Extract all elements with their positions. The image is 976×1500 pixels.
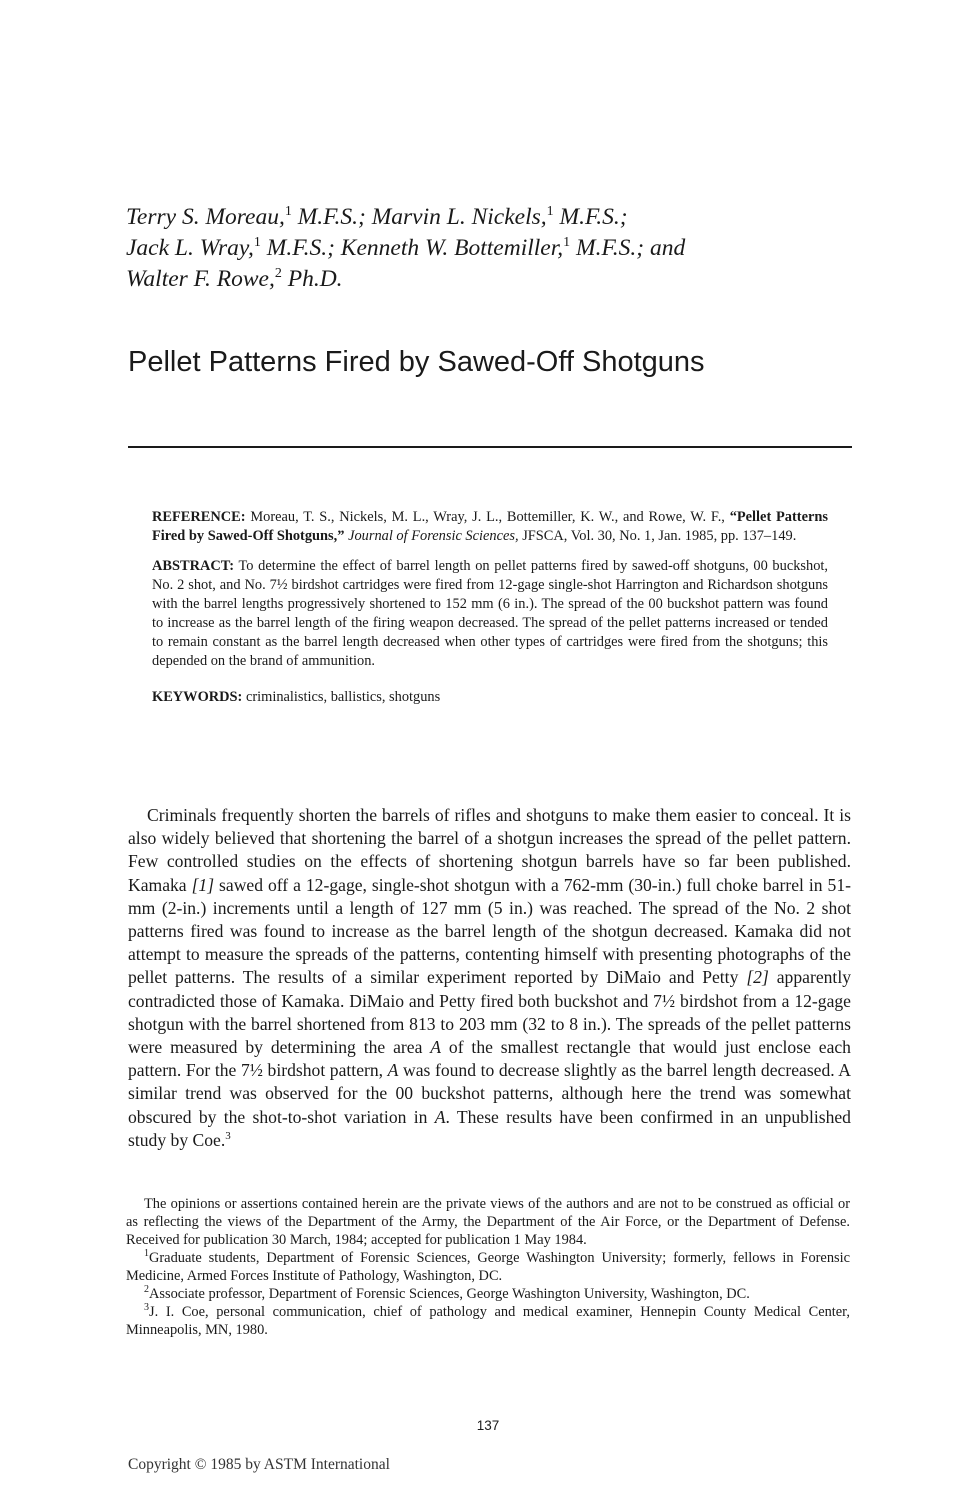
footnote-mark: 3 bbox=[225, 1129, 231, 1142]
text-run: was found to decrease slightly as the barrel length decreased. A similar trend was observed for the 00 buckshot patterns, although here the trend was somewhat obscured by the shot-to-shot variation in bbox=[128, 1060, 851, 1127]
reference-details: JFSCA, Vol. 30, No. 1, Jan. 1985, pp. 137–149. bbox=[522, 528, 797, 544]
footnote bbox=[126, 1249, 850, 1285]
author-name: Jack L. Wray, bbox=[126, 235, 254, 261]
reference-authors: Moreau, T. S., Nickels, M. L., Wray, J. L., Bottemiller, K. W., and Rowe, W. F., bbox=[250, 509, 725, 525]
author-name: Marvin L. Nickels, bbox=[371, 204, 547, 230]
footnote-text: J. I. Coe, personal communication, chief of pathology and medical examiner, Hennepin County Medical Center, Minneapolis, MN, 1980. bbox=[126, 1304, 850, 1338]
abstract-paragraph bbox=[152, 557, 828, 671]
abstract-text: To determine the effect of barrel length on pellet patterns fired by sawed-off shotguns, 00 buckshot, No. 2 shot, and No. 7½ birdshot cartridges were fired from 12-gage single-shot Harrington and Richardson shotguns with the barrel lengths progressively shortened to 152 mm (6 in.). The spread of the 00 buckshot pattern was found to increase as the barrel length of the firing weapon decreased. The spread of the pellet patterns increased or tended to remain constant as the barrel length decreased when other types of cartridges were fired from the shotguns; this depended on the brand of ammunition. bbox=[152, 558, 828, 669]
body-text bbox=[128, 804, 851, 1152]
page-number: 137 bbox=[476, 1418, 500, 1433]
affiliation-mark: 1 bbox=[563, 235, 571, 250]
footnote-mark: 3 bbox=[144, 1302, 149, 1313]
author-name: Walter F. Rowe, bbox=[126, 266, 275, 292]
citation: [1] bbox=[191, 874, 215, 895]
author-list bbox=[126, 202, 866, 295]
footnote-text: Graduate students, Department of Forensic Sciences, George Washington University; formerly, fellows in Forensic Medicine, Armed Forces Institute of Pathology, Washington, DC. bbox=[126, 1250, 850, 1284]
author-name: Kenneth W. Bottemiller, bbox=[340, 235, 564, 261]
affiliation-mark: 1 bbox=[546, 204, 554, 219]
author-degree: M.F.S.; and bbox=[576, 235, 686, 261]
reference-abstract-block bbox=[152, 508, 828, 718]
author-degree: Ph.D. bbox=[287, 266, 343, 292]
text-run: apparently contradicted those of Kamaka. DiMaio and Petty fired both buckshot and 7½ birdshot from a 12-gage shotgun with the barrel shortened from 813 to 203 mm (32 to 8 in.). The spreads of the pellet patterns were measured by determining the area bbox=[128, 967, 851, 1058]
variable: A bbox=[434, 1106, 446, 1127]
author-degree: M.F.S.; bbox=[559, 204, 628, 230]
reference-journal: Journal of Forensic Sciences, bbox=[348, 528, 519, 544]
footnote bbox=[126, 1285, 850, 1303]
affiliation-mark: 1 bbox=[284, 204, 292, 219]
text-run: Criminals frequently shorten the barrels of rifles and shotguns to make them easier to conceal. It is also widely believed that shortening the barrel of a shotgun increases the spread of the pellet pattern. Few controlled studies on the effects of shortening shotgun barrels have so far been published. Kamaka bbox=[128, 805, 851, 895]
footnote-mark: 2 bbox=[144, 1284, 149, 1295]
abstract-label: ABSTRACT: bbox=[152, 558, 235, 574]
title-divider bbox=[128, 446, 852, 448]
keywords-label: KEYWORDS: bbox=[152, 689, 243, 705]
keywords-paragraph bbox=[152, 688, 828, 707]
footnote bbox=[126, 1303, 850, 1339]
text-run: . These results have been confirmed in an unpublished study by Coe. bbox=[128, 1106, 851, 1150]
author-degree: M.F.S.; bbox=[297, 204, 366, 230]
text-run: of the smallest rectangle that would just enclose each pattern. For the 7½ birdshot pattern, bbox=[128, 1037, 851, 1081]
footnote-mark: 1 bbox=[144, 1248, 149, 1259]
copyright-notice: Copyright © 1985 by ASTM International bbox=[128, 1456, 390, 1473]
reference-paragraph bbox=[152, 508, 828, 546]
body-paragraph bbox=[128, 804, 851, 1152]
variable: A bbox=[430, 1037, 442, 1058]
affiliation-mark: 1 bbox=[253, 235, 261, 250]
affiliation-mark: 2 bbox=[274, 266, 282, 281]
footnote-text: Associate professor, Department of Forensic Sciences, George Washington University, Washington, DC. bbox=[149, 1286, 750, 1302]
author-line bbox=[126, 233, 866, 264]
author-line bbox=[126, 202, 866, 233]
reference-label: REFERENCE: bbox=[152, 509, 246, 525]
author-name: Terry S. Moreau, bbox=[126, 204, 285, 230]
variable: A bbox=[387, 1060, 399, 1081]
reference-article-title: “Pellet Patterns Fired by Sawed-Off Shotguns,” bbox=[152, 509, 828, 544]
author-line bbox=[126, 264, 866, 295]
footnotes bbox=[126, 1195, 850, 1339]
author-degree: M.F.S.; bbox=[266, 235, 335, 261]
text-run: sawed off a 12-gage, single-shot shotgun with a 762-mm (30-in.) full choke barrel in 51-mm (2-in.) increments until a length of 127 mm (5 in.) was reached. The spread of the No. 2 shot patterns fired was found to increase as the barrel length of the shotgun decreased. Kamaka did not attempt to measure the spreads of the patterns, contenting himself with presenting photographs of the pellet patterns. The results of a similar experiment reported by DiMaio and Petty bbox=[128, 874, 851, 988]
footnote: The opinions or assertions contained herein are the private views of the authors and are not to be construed as official or as reflecting the views of the Department of the Army, the Department of the Air Force, or the Department of Defense. Received for publication 30 March, 1984; accepted for publication 1 May 1984. bbox=[126, 1196, 850, 1248]
keywords-text: criminalistics, ballistics, shotguns bbox=[245, 689, 441, 705]
citation: [2] bbox=[746, 967, 769, 988]
article-title: Pellet Patterns Fired by Sawed-Off Shotguns bbox=[128, 346, 705, 378]
